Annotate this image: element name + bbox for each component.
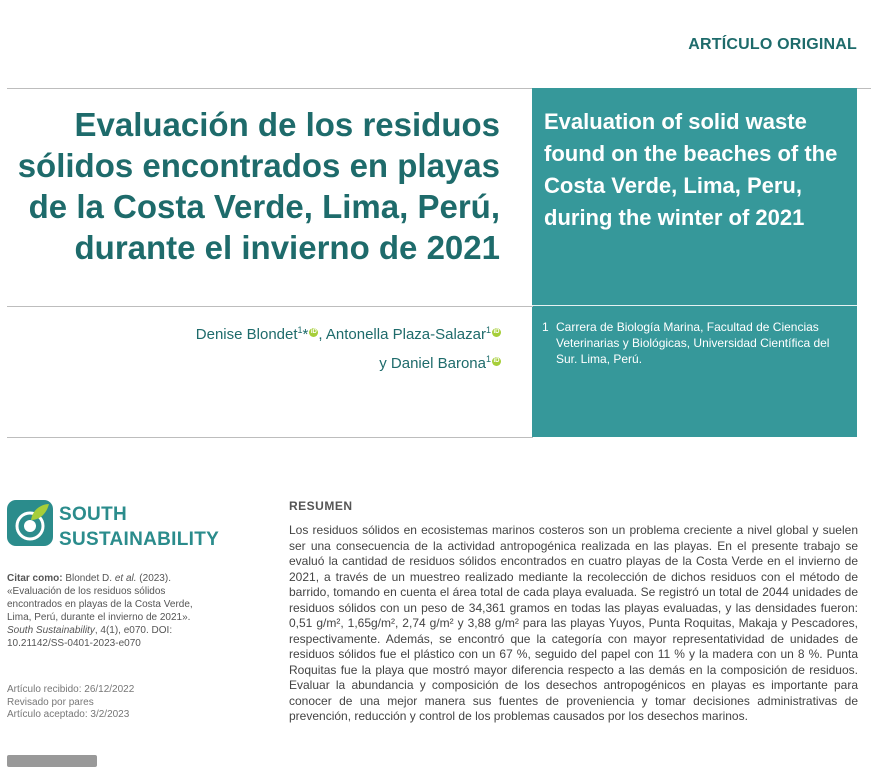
citation — [7, 572, 207, 650]
journal-name — [59, 502, 219, 552]
citation-year: (2023). — [139, 573, 171, 584]
author-separator: , — [318, 326, 326, 343]
title-english: Evaluation of solid waste found on the beaches of the Costa Verde, Lima, Peru, during the winter of 2021 — [544, 109, 838, 230]
license-badge-icon[interactable] — [7, 755, 97, 767]
journal-logo[interactable] — [7, 500, 247, 552]
article-type-label: ARTÍCULO ORIGINAL — [688, 36, 857, 53]
abstract-text: Los residuos sólidos en ecosistemas marinos costeros son un problema creciente a nivel global y suelen ser una consecuencia de la actividad antropogénica realizada en las playas. En el presente trabajo se evaluó la cantidad de residuos sólidos encontrados en cuatro playas de la Costa Verde en el invierno de 2021, a través de un muestreo realizado mediante la recolección de dichos residuos con el método de barrido, tomando en cuenta el área total de cada playa evaluada. Se registró un total de 2044 unidades de residuos sólidos con un peso de 34,361 gramos en todas las playas evaluadas, y las densidades fueron: 0,51 g/m², 1,65g/m², 2,74 g/m² y 3,88 g/m² para las playas Yuyos, Punta Roquitas, Makaja y Pescadores, respectivamente. Además, se encontró que la categoría con mayor representatividad de unidades de residuos sólidos fue el plástico con un 67 %, seguido del papel con 11 % y la madera con un 8 %. Punta Roquitas fue la playa que mostró mayor diferencia respecto a las demás en la composición de residuos. Evaluar la abundancia y composición de los desechos antropogénicos en playas es importante para conocer de una mejor manera sus fuentes de proveniencia y tomar decisiones administrativas de prevención, reducción y control de los problemas causados por los desechos marinos. — [289, 523, 858, 723]
citation-journal: South Sustainability — [7, 625, 95, 636]
english-title-panel — [532, 88, 857, 437]
author-name[interactable]: y Daniel Barona — [379, 355, 486, 372]
peer-review-note: Revisado por pares — [7, 696, 94, 708]
citation-title: «Evaluación de los residuos sólidos encontrados en playas de la Costa Verde, Lima, Perú, durante el invierno de 2021». — [7, 586, 193, 623]
date-received: Artículo recibido: 26/12/2022 — [7, 684, 135, 695]
orcid-icon[interactable]: iD — [493, 358, 500, 364]
citation-authors: Blondet D. — [65, 573, 113, 584]
author-affiliation-sup: 1 — [297, 325, 303, 335]
author-affiliation-sup: 1 — [485, 354, 491, 364]
affiliation-number: 1 — [542, 320, 549, 334]
author-list — [1, 318, 501, 376]
bottom-divider — [7, 437, 533, 438]
abstract-heading: RESUMEN — [289, 499, 353, 513]
panel-divider — [532, 305, 857, 306]
date-accepted: Artículo aceptado: 3/2/2023 — [7, 709, 130, 720]
journal-name-line1: SOUTH — [59, 504, 127, 525]
citation-label: Citar como: — [7, 573, 63, 584]
citation-doi[interactable]: DOI: 10.21142/SS-0401-2023-e070 — [7, 625, 173, 649]
citation-volume: , 4(1), e070. — [94, 625, 149, 636]
middle-divider — [7, 306, 533, 307]
affiliation-text: Carrera de Biología Marina, Facultad de Ciencias Veterinarias y Biológicas, Universidad Científica del Sur. Lima, Perú. — [556, 320, 830, 366]
author-affiliation-sup: 1 — [485, 325, 491, 335]
top-divider — [7, 88, 533, 89]
article-dates — [7, 684, 207, 722]
affiliation — [542, 319, 848, 367]
citation-etal: et al. — [114, 573, 137, 584]
title-spanish: Evaluación de los residuos sólidos encontrados en playas de la Costa Verde, Lima, Perú, durante el invierno de 2021 — [17, 106, 500, 266]
orcid-icon[interactable]: iD — [310, 329, 317, 335]
journal-logo-icon — [7, 500, 53, 546]
journal-name-line2: SUSTAINABILITY — [59, 529, 220, 550]
author-name[interactable]: Denise Blondet — [195, 326, 298, 343]
corresponding-mark: * — [302, 326, 309, 343]
orcid-icon[interactable]: iD — [493, 329, 500, 335]
author-name[interactable]: Antonella Plaza-Salazar — [325, 326, 486, 343]
top-divider-right — [856, 88, 871, 89]
